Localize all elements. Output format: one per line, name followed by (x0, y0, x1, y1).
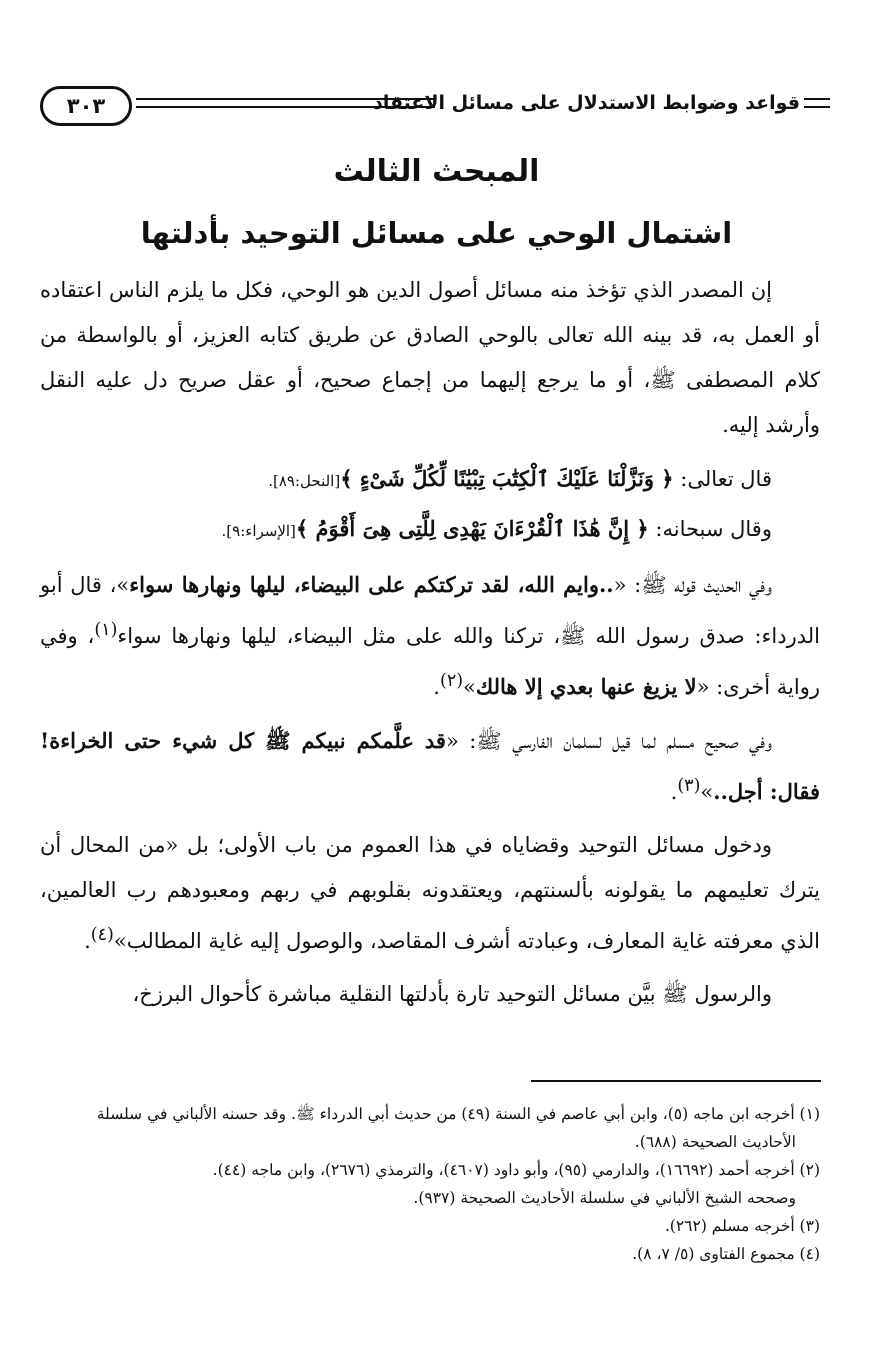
paragraph-muslim (40, 718, 820, 815)
quote-intro: قال تعالى: (673, 467, 772, 491)
footnote-2: (٢) أخرجه أحمد (١٦٦٩٢)، والدارمي (٩٥)، وأبو داود (٤٦٠٧)، والترمذي (٢٦٧٦)، وابن ماجه (٤٤). (212, 1161, 820, 1179)
main-text (40, 268, 820, 1017)
header-double-dash (804, 98, 830, 108)
footnote-1-continuation: الأحاديث الصحيحة (٦٨٨). (634, 1133, 796, 1151)
hadith-text: لا يزيغ عنها بعدي إلا هالك (475, 674, 697, 699)
paragraph-tawhid (40, 823, 820, 964)
running-header (40, 86, 830, 130)
footnote-4: (٤) مجموع الفتاوى (٥/ ٧، ٨). (632, 1245, 820, 1263)
text-run: » (463, 675, 476, 699)
hadith-text: ..وايم الله، لقد تركتكم على البيضاء، ليلها ونهارها سواء (129, 572, 614, 597)
text-run: . (84, 929, 91, 953)
verse-reference: [النحل:٨٩]. (268, 472, 341, 490)
text-run: ، وفي رواية أخرى: « (40, 624, 820, 699)
quote-intro: وقال سبحانه: (648, 517, 772, 541)
text-run: وفي الحديث قوله ﷺ: « (613, 573, 773, 597)
quran-verse: ﴿ وَنَزَّلْنَا عَلَيْكَ ٱلْكِتَٰبَ تِبْيَٰنًا لِّكُلِّ شَىْءٍ ﴾ (340, 466, 674, 491)
text-run: . (433, 675, 440, 699)
footnote-1: (١) أخرجه ابن ماجه (٥)، وابن أبي عاصم في السنة (٤٩) من حديث أبي الدرداء ﷺ. وقد حسنه الألباني في سلسلة (96, 1105, 820, 1123)
section-title: المبحث الثالث (333, 154, 540, 189)
footnote-marker: (١) (94, 620, 118, 640)
paragraph-messenger: والرسول ﷺ بيَّن مسائل التوحيد تارة بأدلتها النقلية مباشرة كأحوال البرزخ، (132, 982, 772, 1006)
footnote-marker: (٣) (677, 776, 701, 796)
verse-reference: [الإسراء:٩]. (221, 522, 296, 540)
text-run: » (700, 780, 714, 804)
quran-verse: ﴿ إِنَّ هَٰذَا ٱلْقُرْءَانَ يَهْدِى لِلَّتِى هِىَ أَقْوَمُ ﴾ (295, 516, 649, 541)
footnote-marker: (٢) (439, 671, 464, 691)
quran-quote-2 (40, 506, 820, 554)
footnote-marker: (٤) (90, 925, 114, 945)
chapter-title: اشتمال الوحي على مسائل التوحيد بأدلتها (140, 216, 733, 250)
paragraph-intro: إن المصدر الذي تؤخذ منه مسائل أصول الدين هو الوحي، فكل ما يلزم الناس اعتقاده أو العمل به، قد بينه الله تعالى بالوحي الصادق عن طريق كتابه العزيز، أو بالواسطة من كلام المصطفى ﷺ، أو ما يرجع إليهما من إجماع صحيح، أو عقل صريح دل عليه النقل وأرشد إليه. (40, 278, 820, 437)
footnote-separator (531, 1080, 821, 1082)
paragraph-hadith (40, 562, 820, 710)
quran-quote-1 (40, 456, 820, 504)
footnotes (40, 1100, 820, 1268)
text-run: ودخول مسائل التوحيد وقضاياه في هذا العموم من باب الأولى؛ بل «من المحال أن يترك تعليمهم ما يقولونه بألسنتهم، ويعتقدونه بقلوبهم في ربهم ومعبودهم رب العالمين، الذي معرفته غاية المعارف، وعبادته أشرف المقاصد، والوصول إليه غاية المطالب» (40, 833, 820, 953)
footnote-2-continuation: وصححه الشيخ الألباني في سلسلة الأحاديث الصحيحة (٩٣٧). (413, 1189, 796, 1207)
footnote-3: (٣) أخرجه مسلم (٢٦٢). (664, 1217, 820, 1235)
hadith-text: قد علَّمكم نبيكم ﷺ كل شيء حتى الخراءة! فقال: أجل.. (40, 728, 820, 804)
text-run: وفي صحيح مسلم لما قيل لسلمان الفارسي ﷺ: « (445, 729, 772, 753)
text-run: . (670, 780, 678, 804)
running-header-title: قواعد وضوابط الاستدلال على مسائل الاعتقاد (367, 92, 800, 114)
text-run: »، قال أبو الدرداء: صدق رسول الله ﷺ، تركنا والله على مثل البيضاء، ليلها ونهارها سواء (40, 573, 820, 648)
page-number: ٣٠٣ (40, 86, 132, 126)
header-double-rule (136, 98, 435, 108)
